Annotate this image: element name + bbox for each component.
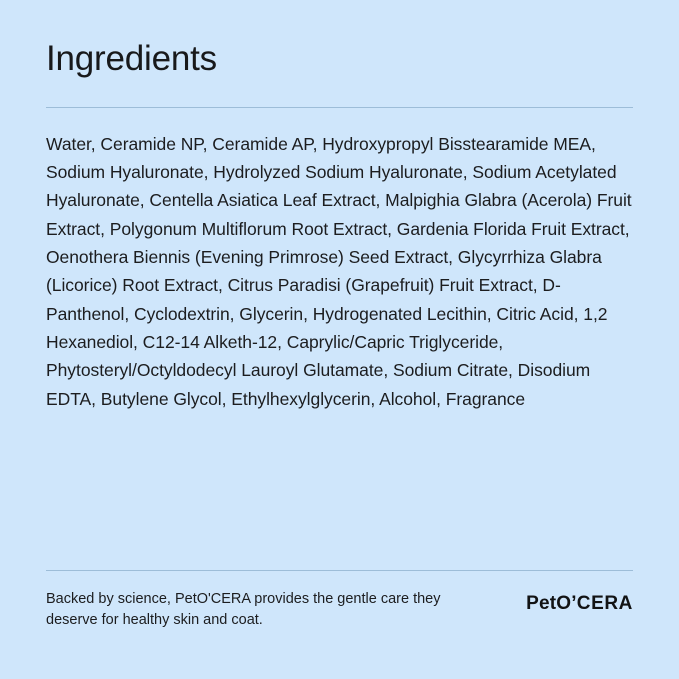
footer-divider [46, 570, 633, 571]
brand-logo [526, 589, 633, 615]
brand-name-part-1: PetO [526, 592, 572, 614]
footer-tagline: Backed by science, PetO'CERA provides the gentle care they deserve for healthy skin and coat. [46, 590, 441, 628]
brand-name-part-2: CERA [576, 592, 633, 614]
ingredients-list-text: Water, Ceramide NP, Ceramide AP, Hydroxypropyl Bisstearamide MEA, Sodium Hyaluronate, Hydrolyzed Sodium Hyaluronate, Sodium Acetylated Hyaluronate, Centella Asiatica Leaf Extract, Malpighia Glabra (Acerola) Fruit Extract, Polygonum Multiflorum Root Extract, Gardenia Florida Fruit Extract, Oenothera Biennis (Evening Primrose) Seed Extract, Glycyrrhiza Glabra (Licorice) Root Extract, Citrus Paradisi (Grapefruit) Fruit Extract, D-Panthenol, Cyclodextrin, Glycerin, Hydrogenated Lecithin, Citric Acid, 1,2 Hexanediol, C12-14 Alketh-12, Caprylic/Capric Triglyceride, Phytosteryl/Octyldodecyl Lauroyl Glutamate, Sodium Citrate, Disodium EDTA, Butylene Glycol, Ethylhexylglycerin, Alcohol, Fragrance [46, 133, 632, 409]
title-divider [46, 107, 633, 108]
page-title: Ingredients [46, 39, 217, 78]
layout-spacer [46, 413, 633, 570]
footer [46, 570, 633, 679]
footer-row [46, 589, 633, 631]
brand-apostrophe: ’ [571, 592, 577, 614]
